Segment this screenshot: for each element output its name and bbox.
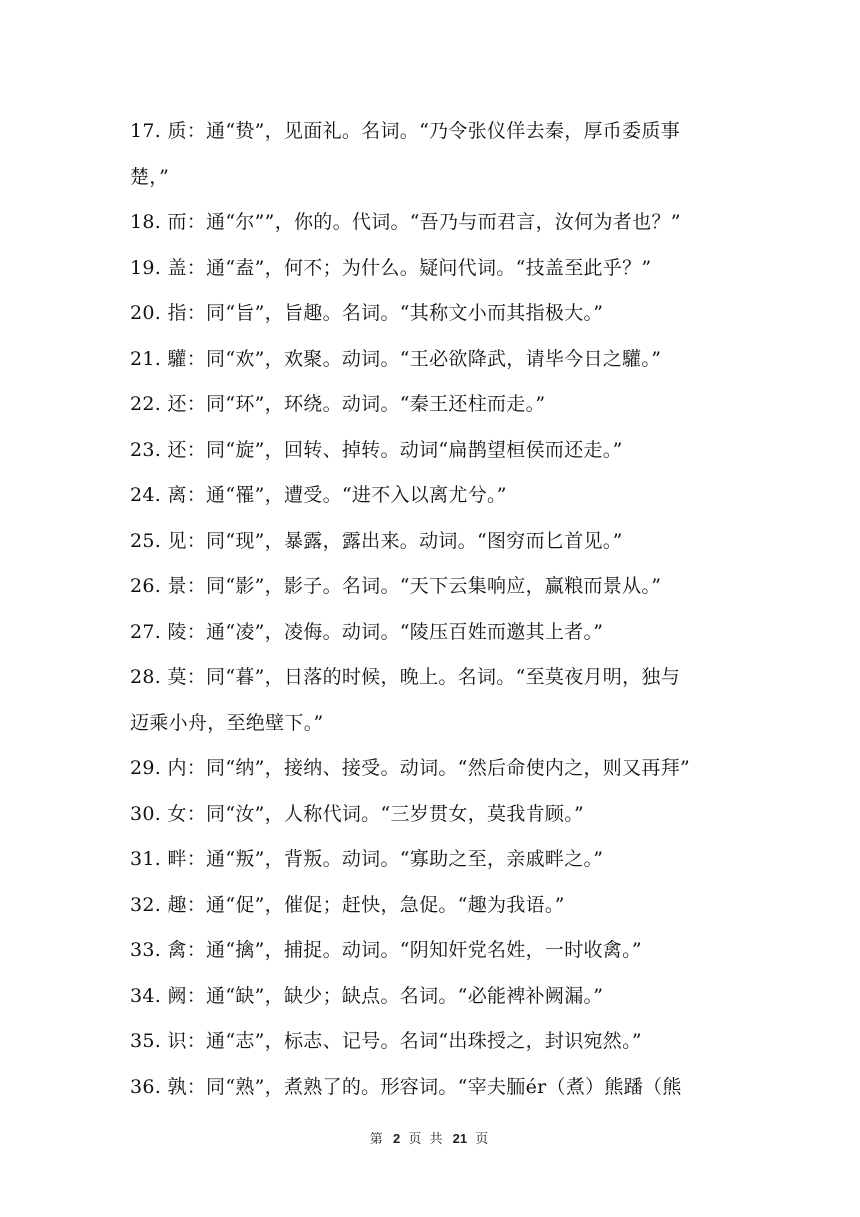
text-line: 26. 景：同“影”，影子。名词。“天下云集响应，赢粮而景从。” bbox=[130, 575, 662, 597]
text-line: 23. 还：同“旋”，回转、掉转。动词“扁鹊望桓侯而还走。” bbox=[130, 438, 623, 461]
text-line: 32. 趣：通“促”，催促；赶快，急促。“趣为我语。” bbox=[130, 893, 565, 916]
text-line: 25. 见：同“现”，暴露，露出来。动词。“图穷而匕首见。” bbox=[130, 529, 623, 552]
text-line: 24. 离：通“罹”，遭受。“进不入以离尤兮。” bbox=[130, 484, 507, 506]
text-line: 21. 驩：同“欢”，欢聚。动词。“王必欲降武，请毕今日之驩。” bbox=[130, 347, 662, 370]
footer-middle: 页 共 bbox=[408, 1132, 445, 1147]
text-line: 19. 盖：通“盍”，何不；为什么。疑问代词。“技盖至此乎？” bbox=[130, 256, 652, 279]
footer-prefix: 第 bbox=[369, 1132, 385, 1147]
text-line: 22. 还：同“环”，环绕。动词。“秦王还柱而走。” bbox=[130, 393, 546, 415]
text-line: 17. 质：通“贽”，见面礼。名词。“乃令张仪佯去秦，厚币委质事 bbox=[130, 120, 680, 142]
current-page-number: 2 bbox=[392, 1131, 401, 1146]
text-line: 33. 禽：通“擒”，捕捉。动词。“阴知奸党名姓，一时收禽。” bbox=[130, 939, 642, 961]
text-line: 35. 识：通“志”，标志、记号。名词“出珠授之，封识宛然。” bbox=[130, 1030, 642, 1052]
text-line: 28. 莫：同“暮”，日落的时候，晚上。名词。“至莫夜月明，独与 bbox=[130, 666, 680, 688]
text-line: 楚，” bbox=[130, 165, 170, 188]
text-line: 18. 而：通“尔””，你的。代词。“吾乃与而君言，汝何为者也？” bbox=[130, 211, 681, 233]
text-line: 20. 指：同“旨”，旨趣。名词。“其称文小而其指极大。” bbox=[130, 302, 604, 324]
text-line: 31. 畔：通“叛”，背叛。动词。“寡助之至，亲戚畔之。” bbox=[130, 848, 604, 870]
text-line: 36. 孰：同“熟”，煮熟了的。形容词。“宰夫胹ér（煮）熊蹯（熊 bbox=[130, 1075, 682, 1098]
text-line: 迈乘小舟，至绝壁下。” bbox=[130, 711, 324, 734]
document-body bbox=[130, 109, 740, 1110]
total-pages-number: 21 bbox=[452, 1131, 468, 1146]
text-line: 30. 女：同“汝”，人称代词。“三岁贯女，莫我肯顾。” bbox=[130, 802, 585, 825]
text-line: 29. 内：同“纳”，接纳、接受。动词。“然后命使内之，则又再拜” bbox=[130, 757, 691, 779]
footer-suffix: 页 bbox=[475, 1132, 491, 1147]
text-line: 34. 阙：通“缺”，缺少；缺点。名词。“必能裨补阙漏。” bbox=[130, 984, 604, 1007]
page-footer bbox=[0, 1128, 860, 1147]
text-line: 27. 陵：通“凌”，凌侮。动词。“陵压百姓而邀其上者。” bbox=[130, 620, 604, 643]
